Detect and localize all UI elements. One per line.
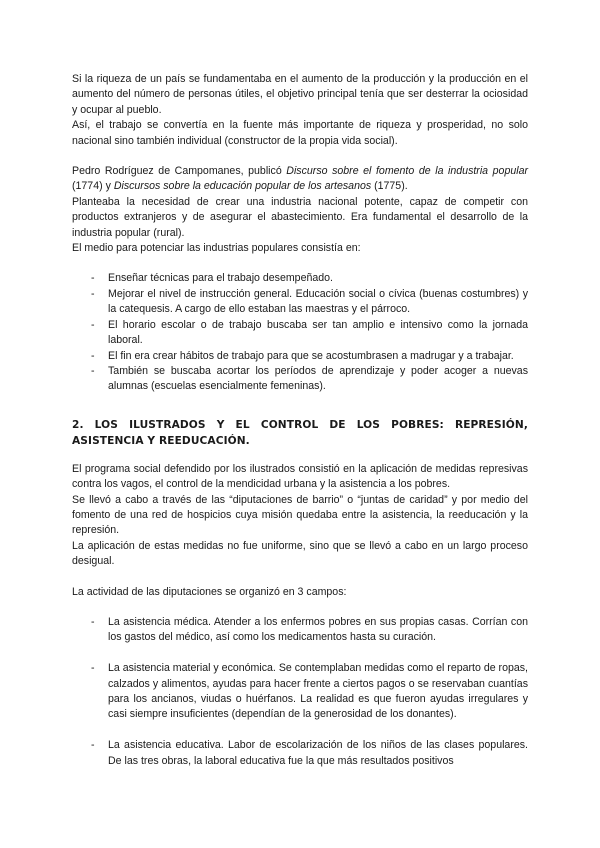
work-year-2: (1775).: [371, 180, 408, 193]
campomanes-paragraph-2: Planteaba la necesidad de crear una industria nacional potente, capaz de competir con productos extranjeros y de asegurar el abastecimiento. Era fundamental el desarrollo de la industria popular (rural).: [72, 195, 528, 239]
list-item-text: Enseñar técnicas para el trabajo desempeñado.: [108, 272, 333, 285]
bullet-dash: -: [91, 364, 95, 377]
work-year-1: (1774) y: [72, 180, 114, 193]
list-item: [72, 271, 528, 286]
bullet-dash: -: [91, 662, 95, 675]
section-heading: 2. LOS ILUSTRADOS Y EL CONTROL DE LOS POBRES: REPRESIÓN, ASISTENCIA Y REEDUCACIÓN.: [72, 418, 528, 447]
list-item: [72, 615, 528, 646]
bullet-dash: -: [91, 287, 95, 300]
section2-paragraph-3: La aplicación de estas medidas no fue uniforme, sino que se llevó a cabo en un largo proceso desigual.: [72, 539, 528, 568]
bullet-dash: -: [91, 318, 95, 331]
campomanes-paragraph: [72, 164, 528, 195]
list-item-text: También se buscaba acortar los períodos de aprendizaje y poder acoger a nuevas alumnas (escuelas esencialmente femeninas).: [108, 364, 528, 393]
bullet-dash: -: [91, 272, 95, 285]
list-item: [72, 349, 528, 364]
bullet-dash: -: [91, 349, 95, 362]
list-item: [72, 661, 528, 723]
intro-paragraph-2: Así, el trabajo se convertía en la fuente más importante de riqueza y prosperidad, no solo nacional sino también individual (constructor de la propia vida social).: [72, 119, 528, 147]
list-item: [72, 364, 528, 395]
list-item-text: El fin era crear hábitos de trabajo para que se acostumbrasen a madrugar y a trabajar.: [108, 349, 514, 362]
list-item-text: La asistencia educativa. Labor de escolarización de los niños de las clases populares. De las tres obras, la laboral educativa fue la que más resultados positivos: [108, 739, 528, 767]
list-item: [72, 318, 528, 349]
bullet-dash: -: [91, 739, 95, 752]
list-item-text: El horario escolar o de trabajo buscaba ser tan amplio e intensivo como la jornada laboral.: [108, 318, 528, 347]
campomanes-lead: Pedro Rodríguez de Campomanes, publicó: [72, 165, 287, 178]
bullet-list-fields: [72, 615, 528, 769]
section2-paragraph-1: El programa social defendido por los ilustrados consistió en la aplicación de medidas represivas contra los vagos, el control de la mendicidad urbana y la asistencia a los pobres.: [72, 462, 528, 491]
work-title-1: Discurso sobre el fomento de la industria popular: [286, 165, 528, 178]
section2-paragraph-2: Se llevó a cabo a través de las “diputaciones de barrio” o “juntas de caridad” y por medio del fomento de una red de hospicios cuya misión quedaba entre la asistencia, la reeducación y la represión.: [72, 493, 528, 537]
intro-paragraph-1: Si la riqueza de un país se fundamentaba en el aumento de la producción y la producción en el aumento del número de personas útiles, el objetivo principal tenía que ser desterrar la ociosidad y ocupar al pueblo.: [72, 73, 528, 116]
bullet-list-industry: [72, 271, 528, 394]
list-item: [72, 287, 528, 318]
campomanes-paragraph-3: El medio para potenciar las industrias populares consistía en:: [72, 242, 361, 255]
section2-paragraph-4: La actividad de las diputaciones se organizó en 3 campos:: [72, 585, 347, 598]
work-title-2: Discursos sobre la educación popular de los artesanos: [113, 180, 372, 193]
list-item: [72, 738, 528, 769]
list-item-text: Mejorar el nivel de instrucción general. Educación social o cívica (buenas costumbres) y la catequesis. A cargo de ello estaban las maestras y el párroco.: [108, 287, 528, 316]
list-item-text: La asistencia material y económica. Se contemplaban medidas como el reparto de ropas, calzados y alimentos, ayudas para hacer frente a ciertos pagos o se reservaban cuantías para los ancianos, viudas o huérfanos. La realidad es que fueron ayudas irregulares y casi siempre insuficientes (dependían de la generosidad de los donantes).: [108, 662, 528, 721]
bullet-dash: -: [91, 615, 95, 628]
list-item-text: La asistencia médica. Atender a los enfermos pobres en sus propias casas. Corrían con los gastos del médico, así como los medicamentos hasta su curación.: [108, 615, 528, 644]
